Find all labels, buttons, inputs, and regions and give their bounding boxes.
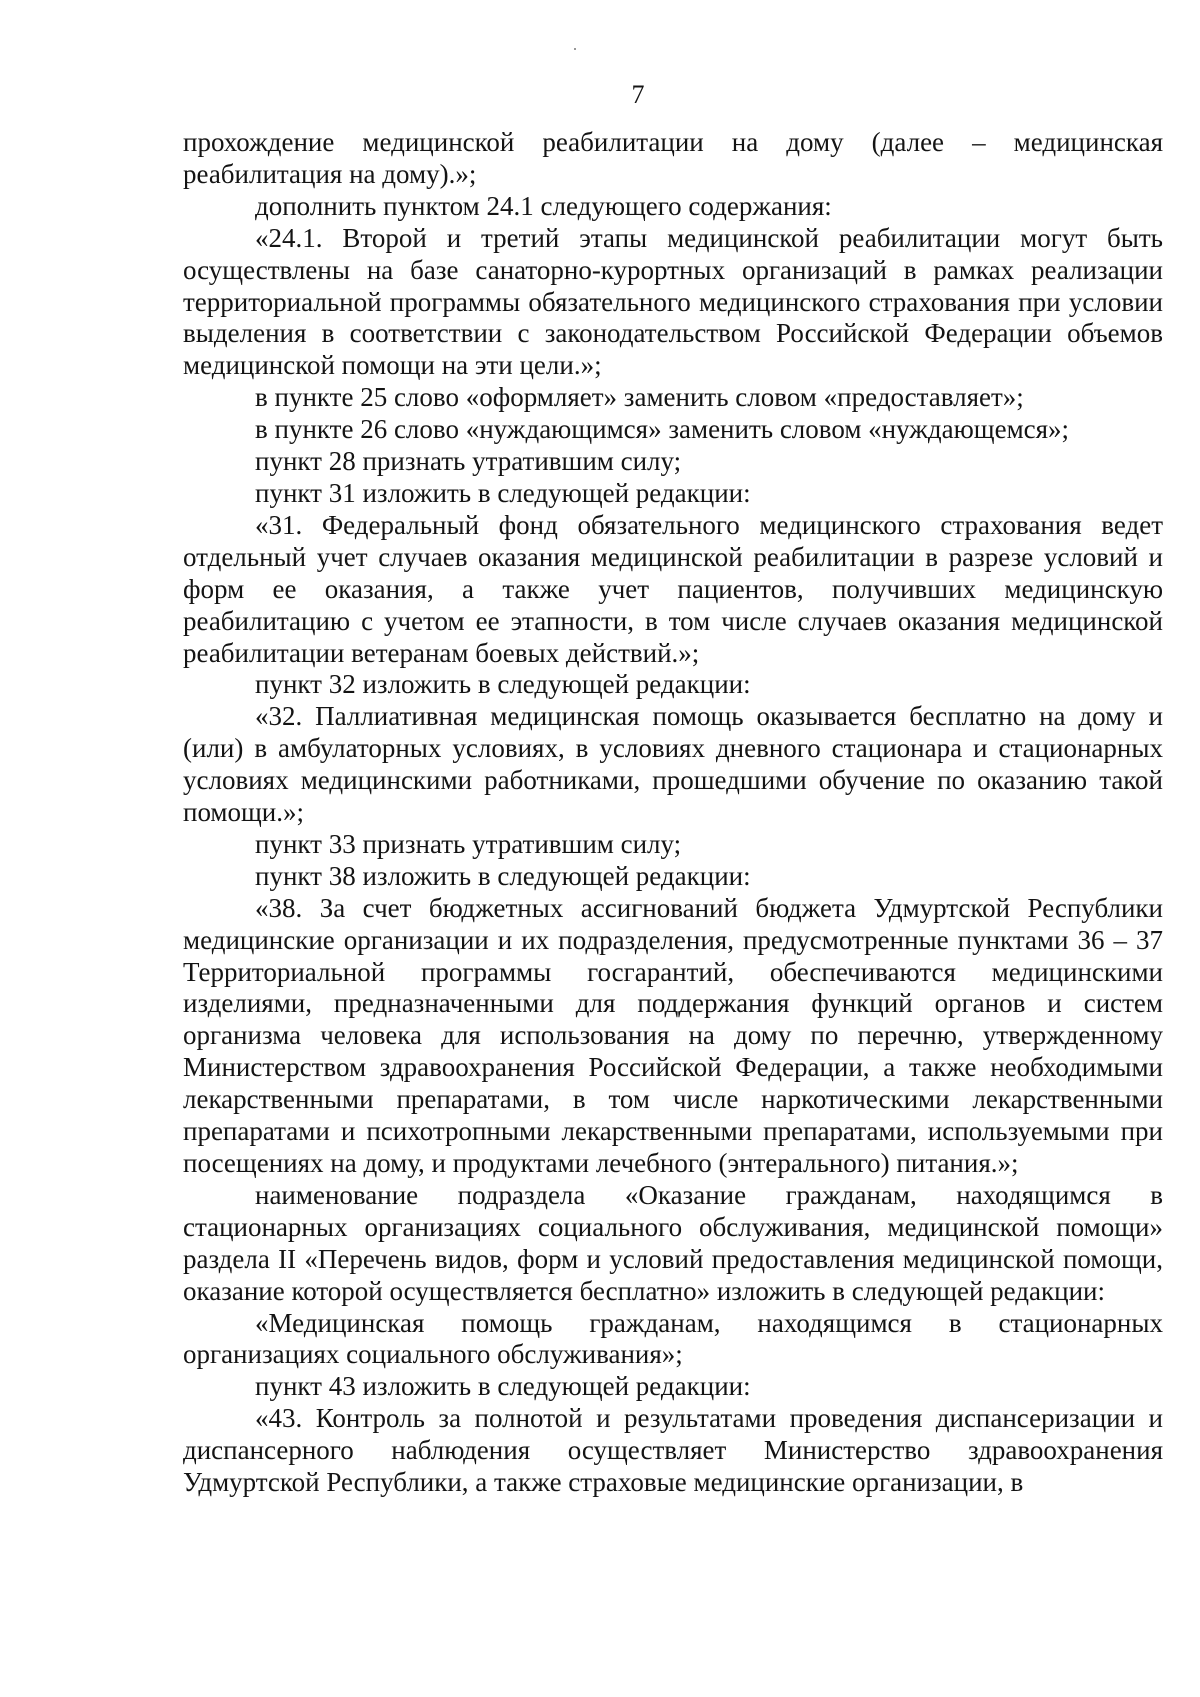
paragraph: в пункте 25 слово «оформляет» заменить словом «предоставляет»; bbox=[255, 382, 1024, 413]
scan-speck bbox=[574, 48, 576, 50]
paragraph: «32. Паллиативная медицинская помощь оказывается бесплатно на дому и (или) в амбулаторных условиях, в условиях дневного стационара и стационарных условиях медицинскими работниками, прошедшими обучение по оказанию такой помощи.»; bbox=[183, 701, 1163, 828]
paragraph: пункт 38 изложить в следующей редакции: bbox=[255, 860, 751, 891]
paragraph: дополнить пунктом 24.1 следующего содержания: bbox=[255, 190, 832, 221]
paragraph: пункт 33 признать утратившим силу; bbox=[255, 828, 682, 859]
paragraph: пункт 31 изложить в следующей редакции: bbox=[255, 477, 751, 508]
paragraph: наименование подраздела «Оказание гражданам, находящимся в стационарных организациях социального обслуживания, медицинской помощи» раздела II «Перечень видов, форм и условий предоставления медицинской помощи, оказание которой осуществляется бесплатно» изложить в следующей редакции: bbox=[183, 1179, 1163, 1306]
paragraph: пункт 43 изложить в следующей редакции: bbox=[255, 1371, 751, 1402]
paragraph: «31. Федеральный фонд обязательного медицинского страхования ведет отдельный учет случаев оказания медицинской реабилитации в разрезе условий и форм ее оказания, а также учет пациентов, получивших медицинскую реабилитацию с учетом ее этапности, в том числе случаев оказания медицинской реабилитации ветеранам боевых действий.»; bbox=[183, 509, 1163, 668]
paragraph: «38. За счет бюджетных ассигнований бюджета Удмуртской Республики медицинские организации и их подразделения, предусмотренные пунктами 36 – 37 Территориальной программы госгарантий, обеспечиваются медицинскими изделиями, предназначенными для поддержания функций органов и систем организма человека для использования на дому по перечню, утвержденному Министерством здравоохранения Российской Федерации, а также необходимыми лекарственными препаратами, в том числе наркотическими лекарственными препаратами и психотропными лекарственными препаратами, используемыми при посещениях на дому, и продуктами лечебного (энтерального) питания.»; bbox=[183, 892, 1163, 1178]
paragraph: пункт 32 изложить в следующей редакции: bbox=[255, 669, 751, 700]
page-number: 7 bbox=[631, 80, 645, 109]
paragraph: пункт 28 признать утратившим силу; bbox=[255, 446, 682, 477]
document-body bbox=[183, 127, 1163, 1499]
paragraph: «43. Контроль за полнотой и результатами проведения диспансеризации и диспансерного наблюдения осуществляет Министерство здравоохранения Удмуртской Республики, а также страховые медицинские организации, в bbox=[183, 1403, 1163, 1498]
paragraph: прохождение медицинской реабилитации на дому (далее – медицинская реабилитация на дому).»; bbox=[183, 127, 1163, 189]
paragraph: «Медицинская помощь гражданам, находящимся в стационарных организациях социального обслуживания»; bbox=[183, 1307, 1163, 1370]
paragraph: «24.1. Второй и третий этапы медицинской реабилитации могут быть осуществлены на базе санаторно-курортных организаций в рамках реализации территориальной программы обязательного медицинского страхования при условии выделения в соответствии с законодательством Российской Федерации объемов медицинской помощи на эти цели.»; bbox=[183, 222, 1163, 381]
paragraph: в пункте 26 слово «нуждающимся» заменить словом «нуждающемся»; bbox=[255, 414, 1070, 445]
